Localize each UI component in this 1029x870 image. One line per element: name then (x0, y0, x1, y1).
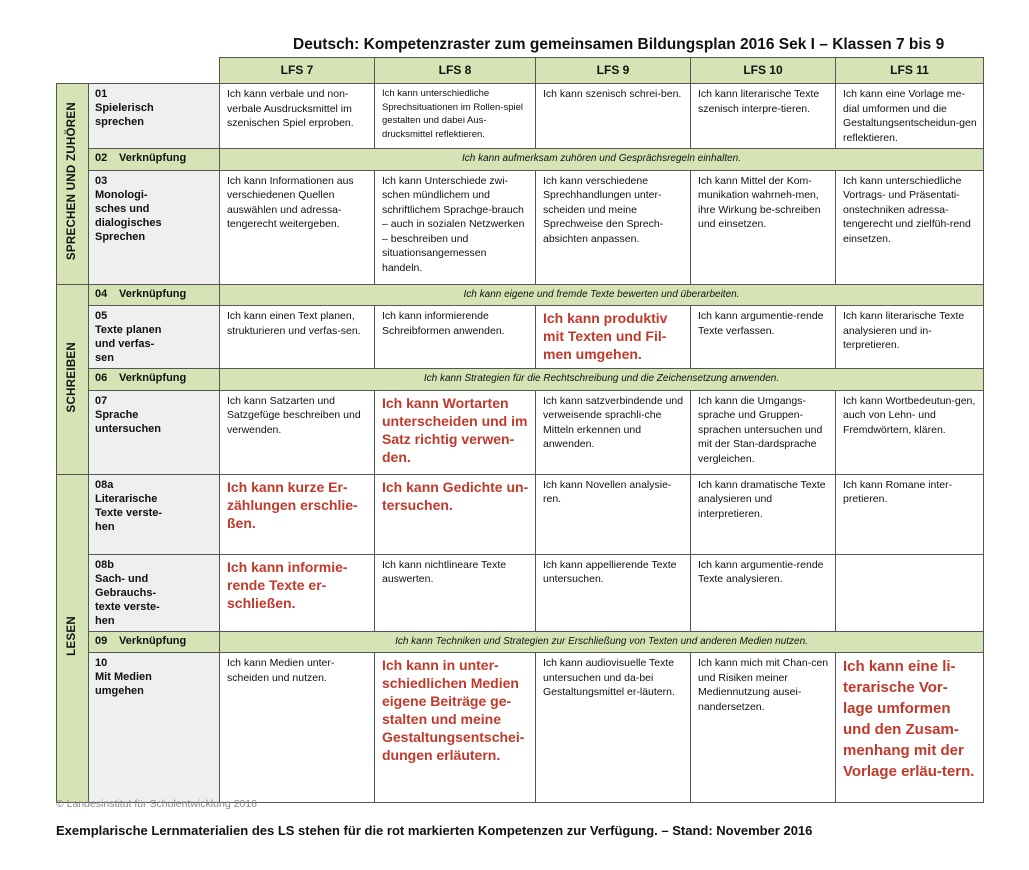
header-lfs9: LFS 9 (536, 58, 691, 84)
cell-lfs11: Ich kann literarische Texte analysieren und in-terpretieren. (836, 306, 984, 369)
cell-lfs8-highlight: Ich kann Gedichte un-tersuchen. (375, 474, 536, 554)
page-title: Deutsch: Kompetenzraster zum gemeinsamen Bildungsplan 2016 Sek I – Klassen 7 bis 9 (293, 36, 945, 53)
cell-lfs9: Ich kann satzverbindende und verweisende sprachli-che Mitteln erkennen und anwenden. (536, 390, 691, 474)
competence-number: 10 (95, 657, 108, 669)
competence-number: 05 (95, 310, 108, 322)
link-statement: Ich kann Techniken und Strategien zur Erschließung von Texten und anderen Medien nutzen. (220, 631, 984, 653)
competence-label (89, 631, 220, 653)
cell-lfs11-highlight: Ich kann eine li-terarische Vor-lage umformen und den Zusam-menhang mit der Vorlage erläu-tern. (836, 653, 984, 803)
link-statement: Ich kann eigene und fremde Texte bewerten und überarbeiten. (220, 284, 984, 306)
cell-lfs8: Ich kann informierende Schreibformen anwenden. (375, 306, 536, 369)
competence-title: Verknüpfung (119, 634, 187, 647)
cell-lfs11: Ich kann Romane inter-pretieren. (836, 474, 984, 554)
competence-number: 07 (95, 394, 108, 407)
competence-title: Mit Medien umgehen (95, 671, 152, 697)
header-lfs8: LFS 8 (375, 58, 536, 84)
table-row (57, 474, 984, 554)
table-row (57, 369, 984, 391)
table-row (57, 554, 984, 631)
area-sprechen-zuhoeren (57, 84, 89, 285)
cell-lfs7: Ich kann Medien unter-scheiden und nutzen. (220, 653, 375, 803)
competence-label (89, 284, 220, 306)
competence-label (89, 653, 220, 803)
header-blank (57, 58, 220, 84)
footer-note: Exemplarische Lernmaterialien des LS stehen für die rot markierten Kompetenzen zur Verfügung. – Stand: November 2016 (56, 823, 813, 838)
cell-lfs7-highlight: Ich kann informie-rende Texte er-schließen. (220, 554, 375, 631)
area-label: SCHREIBEN (66, 341, 79, 412)
table-row (57, 653, 984, 803)
area-lesen (57, 474, 89, 803)
competence-label (89, 84, 220, 149)
cell-lfs9: Ich kann appellierende Texte untersuchen. (536, 554, 691, 631)
table-row (57, 149, 984, 171)
cell-lfs10: Ich kann mich mit Chan-cen und Risiken meiner Mediennutzung ausei-nandersetzen. (691, 653, 836, 803)
cell-lfs10: Ich kann literarische Texte szenisch interpre-tieren. (691, 84, 836, 149)
cell-lfs8: Ich kann nichtlineare Texte auswerten. (375, 554, 536, 631)
cell-lfs8: Ich kann Unterschiede zwi-schen mündlichem und schriftlichem Sprachge-brauch – auch in sozialen Netzwerken – beschreiben und situationsangemessen handeln. (375, 170, 536, 284)
competence-number: 04 (95, 287, 108, 300)
competence-title: Monologi- sches und dialogisches Sprechen (95, 188, 162, 243)
competence-label (89, 149, 220, 171)
header-lfs11: LFS 11 (836, 58, 984, 84)
cell-lfs11: Ich kann Wortbedeutun-gen, auch von Lehn- und Fremdwörtern, klären. (836, 390, 984, 474)
competence-title: Verknüpfung (119, 287, 187, 300)
competence-label (89, 369, 220, 391)
competence-title: Sprache untersuchen (95, 408, 162, 435)
cell-lfs7-highlight: Ich kann kurze Er-zählungen erschlie-ßen. (220, 474, 375, 554)
cell-lfs8-highlight: Ich kann Wortarten unterscheiden und im Satz richtig verwen-den. (375, 390, 536, 474)
cell-lfs10: Ich kann dramatische Texte analysieren und interpretieren. (691, 474, 836, 554)
cell-text: Ich kann unterschiedliche Sprechsituationen im Rollen-spiel gestalten und dabei Aus-drucksmittel reflektieren. (382, 88, 523, 140)
cell-lfs9-highlight: Ich kann produktiv mit Texten und Fil-men umgehen. (536, 306, 691, 369)
cell-lfs7: Ich kann einen Text planen, strukturieren und verfas-sen. (220, 306, 375, 369)
cell-lfs10: Ich kann argumentie-rende Texte verfassen. (691, 306, 836, 369)
table-row (57, 84, 984, 149)
cell-lfs7: Ich kann verbale und non-verbale Ausdrucksmittel im szenischen Spiel erproben. (220, 84, 375, 149)
competence-number: 08b (95, 558, 114, 571)
header-row (57, 58, 984, 84)
competence-title: Verknüpfung (119, 372, 187, 384)
area-label: SPRECHEN UND ZUHÖREN (66, 102, 79, 261)
competence-label (89, 554, 220, 631)
cell-lfs9: Ich kann audiovisuelle Texte untersuchen und da-bei Gestaltungsmittel er-läutern. (536, 653, 691, 803)
cell-lfs9: Ich kann verschiedene Sprechhandlungen unter-scheiden und meine Sprechweise den Sprech-absichten anpassen. (536, 170, 691, 284)
competence-title: Verknüpfung (119, 152, 187, 164)
competence-label (89, 306, 220, 369)
competence-title: Literarische Texte verste- hen (95, 492, 163, 533)
cell-lfs10: Ich kann die Umgangs-sprache und Gruppen-sprachen untersuchen und mit der Stan-dardsprache vergleichen. (691, 390, 836, 474)
table-row (57, 170, 984, 284)
table-row (57, 306, 984, 369)
cell-lfs10: Ich kann Mittel der Kom-munikation wahrneh-men, ihre Wirkung be-schreiben und einsetzen. (691, 170, 836, 284)
competency-grid (56, 57, 984, 803)
cell-lfs7: Ich kann Informationen aus verschiedenen Quellen auswählen und adressa-tengerecht weitergeben. (220, 170, 375, 284)
copyright-note: © Landesinstitut für Schulentwicklung 2016 (56, 798, 257, 810)
competence-title: Sach- und Gebrauchs- texte verste- hen (95, 572, 160, 627)
cell-lfs11: Ich kann eine Vorlage me-dial umformen und die Gestaltungsentscheidun-gen reflektieren. (836, 84, 984, 149)
competence-number: 09 (95, 634, 108, 647)
header-lfs7: LFS 7 (220, 58, 375, 84)
competence-number: 08a (95, 478, 114, 491)
competence-number: 02 (95, 152, 108, 164)
table-row (57, 390, 984, 474)
area-label: LESEN (66, 616, 79, 656)
competence-title: Spielerisch sprechen (95, 102, 154, 128)
cell-lfs10: Ich kann argumentie-rende Texte analysieren. (691, 554, 836, 631)
area-schreiben (57, 284, 89, 474)
cell-lfs9: Ich kann Novellen analysie-ren. (536, 474, 691, 554)
cell-lfs8 (375, 84, 536, 149)
cell-lfs7: Ich kann Satzarten und Satzgefüge beschreiben und verwenden. (220, 390, 375, 474)
competence-label (89, 170, 220, 284)
link-statement: Ich kann aufmerksam zuhören und Gesprächsregeln einhalten. (220, 149, 984, 171)
cell-lfs11 (836, 554, 984, 631)
competence-number: 06 (95, 372, 108, 384)
competence-title: Texte planen und verfas- sen (95, 324, 162, 364)
table-row (57, 284, 984, 306)
table-row (57, 631, 984, 653)
header-lfs10: LFS 10 (691, 58, 836, 84)
cell-lfs11: Ich kann unterschiedliche Vortrags- und Präsentati-onstechniken adressa-tengerecht und zielfüh-rend einsetzen. (836, 170, 984, 284)
competence-number: 01 (95, 88, 108, 100)
competence-label (89, 390, 220, 474)
cell-lfs9: Ich kann szenisch schrei-ben. (536, 84, 691, 149)
competence-label (89, 474, 220, 554)
competence-number: 03 (95, 174, 108, 187)
cell-lfs8-highlight: Ich kann in unter-schiedlichen Medien eigene Beiträge ge-stalten und meine Gestaltungsentschei-dungen erläutern. (375, 653, 536, 803)
link-statement: Ich kann Strategien für die Rechtschreibung und die Zeichensetzung anwenden. (220, 369, 984, 391)
